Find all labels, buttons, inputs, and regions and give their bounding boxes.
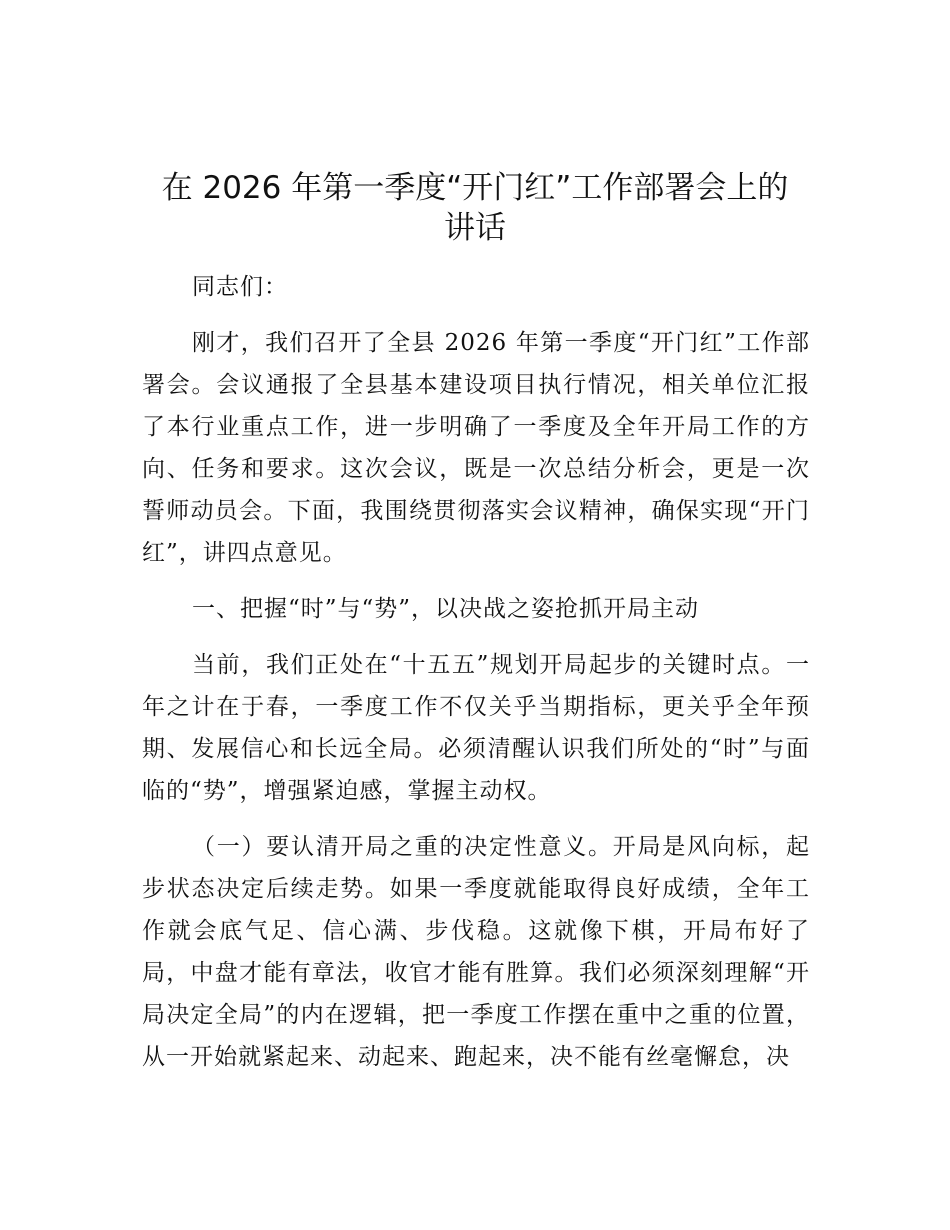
title-line-1: 在 2026 年第一季度“开门红”工作部署会上的 (161, 170, 789, 206)
document-title (120, 168, 830, 248)
paragraph-intro: 刚才，我们召开了全县 2026 年第一季度“开门红”工作部署会。会议通报了全县基本建设项目执行情况，相关单位汇报了本行业重点工作，进一步明确了一季度及全年开局工作的方向、任务和要求。这次会议，既是一次总结分析会，更是一次誓师动员会。下面，我围绕贯彻落实会议精神，确保实现“开门红”，讲四点意见。 (142, 330, 810, 566)
paragraph-point-1: （一）要认清开局之重的决定性意义。开局是风向标，起步状态决定后续走势。如果一季度就能取得良好成绩，全年工作就会底气足、信心满、步伐稳。这就像下棋，开局布好了局，中盘才能有章法，收官才能有胜算。我们必须深刻理解“开局决定全局”的内在逻辑，把一季度工作摆在重中之重的位置，从一开始就紧起来、动起来、跑起来，决不能有丝毫懈怠，决 (142, 834, 810, 1070)
section-heading-1: 一、把握“时”与“势”，以决战之姿抢抓开局主动 (192, 596, 700, 622)
title-line-2: 讲话 (444, 210, 506, 246)
document-body (142, 266, 810, 1078)
paragraph-context: 当前，我们正处在“十五五”规划开局起步的关键时点。一年之计在于春，一季度工作不仅关乎当期指标，更关乎全年预期、发展信心和长远全局。必须清醒认识我们所处的“时”与面临的“势”，增强紧迫感，掌握主动权。 (142, 652, 810, 804)
salutation: 同志们： (192, 274, 288, 300)
